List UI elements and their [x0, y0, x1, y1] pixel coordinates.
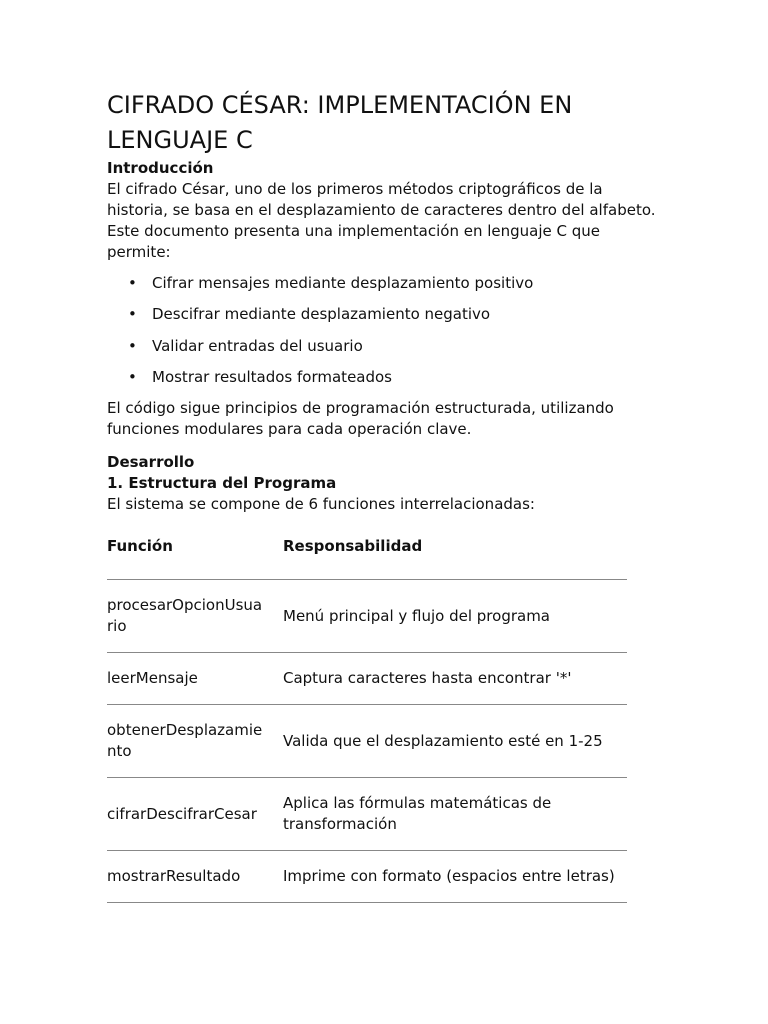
- function-cell: [107, 580, 283, 653]
- column-header-responsibility: Responsabilidad: [283, 533, 627, 580]
- function-cell: [107, 851, 283, 903]
- table-row: [107, 580, 627, 653]
- table-row: [107, 705, 627, 778]
- column-header-function: Función: [107, 533, 283, 580]
- bullet-icon: •: [128, 336, 137, 355]
- function-name: procesarOpcionUsuario: [107, 596, 263, 636]
- functions-table: [107, 533, 627, 903]
- function-name: obtenerDesplazamiento: [107, 721, 263, 761]
- bullet-icon: •: [128, 305, 137, 324]
- bullet-icon: •: [128, 367, 137, 386]
- function-name: cifrarDescifrarCesar: [107, 804, 257, 823]
- list-item: [107, 304, 667, 325]
- feature-list: [107, 273, 667, 388]
- development-heading: Desarrollo: [107, 453, 195, 472]
- list-item-text: Mostrar resultados formateados: [152, 367, 392, 386]
- list-item-text: Cifrar mensajes mediante desplazamiento positivo: [152, 274, 534, 292]
- responsibility-cell: Imprime con formato (espacios entre letras): [283, 851, 627, 903]
- closing-paragraph: El código sigue principios de programación estructurada, utilizando funciones modulares para cada operación clave.: [107, 399, 614, 439]
- table-header-row: [107, 533, 627, 580]
- responsibility-cell: Aplica las fórmulas matemáticas de transformación: [283, 778, 627, 851]
- document-page: [107, 88, 667, 903]
- function-cell: [107, 705, 283, 778]
- function-cell: [107, 778, 283, 851]
- responsibility-cell: Valida que el desplazamiento esté en 1-25: [283, 705, 627, 778]
- introduction-heading: Introducción: [107, 159, 214, 177]
- table-row: [107, 653, 627, 705]
- document-title: CIFRADO CÉSAR: IMPLEMENTACIÓN EN LENGUAJE C: [107, 91, 573, 154]
- function-name: leerMensaje: [107, 669, 198, 688]
- table-row: [107, 778, 627, 851]
- introduction-paragraph: El cifrado César, uno de los primeros métodos criptográficos de la historia, se basa en el desplazamiento de caracteres dentro del alfabeto. Este documento presenta una implementación en lenguaje C que permite:: [107, 180, 656, 261]
- table-row: [107, 851, 627, 903]
- responsibility-cell: Menú principal y flujo del programa: [283, 580, 627, 653]
- bullet-icon: •: [128, 274, 137, 292]
- function-name: mostrarResultado: [107, 867, 241, 886]
- responsibility-cell: Captura caracteres hasta encontrar '*': [283, 653, 627, 705]
- structure-paragraph: El sistema se compone de 6 funciones interrelacionadas:: [107, 495, 535, 514]
- structure-subheading: 1. Estructura del Programa: [107, 474, 337, 493]
- list-item: [107, 336, 667, 357]
- list-item: [107, 367, 667, 388]
- list-item-text: Descifrar mediante desplazamiento negativo: [152, 305, 491, 324]
- list-item-text: Validar entradas del usuario: [152, 336, 363, 355]
- function-cell: [107, 653, 283, 705]
- list-item: [107, 273, 667, 294]
